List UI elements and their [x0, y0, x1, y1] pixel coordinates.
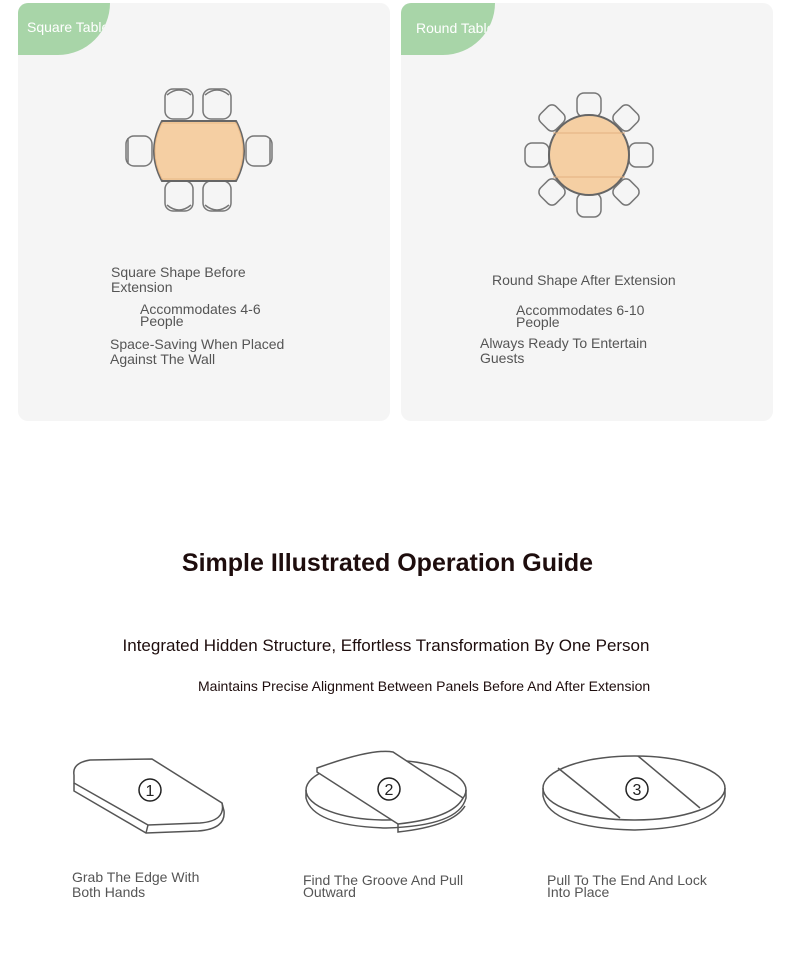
- guide-note: Maintains Precise Alignment Between Panels Before And After Extension: [198, 678, 651, 694]
- step-1-illustration: [70, 755, 228, 837]
- square-table-illustration: [120, 81, 280, 221]
- guide-title: Simple Illustrated Operation Guide: [181, 549, 594, 577]
- step-3-illustration: [540, 752, 728, 834]
- step-label: Pull To The End And Lock Into Place: [547, 872, 707, 900]
- round-table-card: [401, 3, 773, 421]
- feature-text: Always Ready To Entertain Guests: [480, 335, 648, 366]
- square-table-tag: Square Table: [18, 3, 110, 55]
- feature-text: Accommodates 6-10 People: [516, 302, 645, 330]
- step-number: 3: [632, 782, 642, 799]
- step-2-illustration: [303, 748, 469, 836]
- guide-subtitle: Integrated Hidden Structure, Effortless Transformation By One Person: [122, 636, 650, 655]
- feature-text: Square Shape Before Extension: [111, 264, 246, 295]
- step-label: Find The Groove And Pull Outward: [303, 872, 464, 900]
- feature-text: Round Shape After Extension: [492, 272, 676, 288]
- step-label: Grab The Edge With Both Hands: [72, 869, 200, 900]
- round-table-tag: Round Table: [401, 3, 495, 55]
- feature-text: Space-Saving When Placed Against The Wall: [110, 336, 285, 367]
- step-number: 1: [145, 783, 155, 800]
- step-number: 2: [384, 782, 394, 799]
- round-table-illustration: [519, 89, 659, 224]
- feature-text: Accommodates 4-6 People: [140, 301, 261, 329]
- square-table-card: [18, 3, 390, 421]
